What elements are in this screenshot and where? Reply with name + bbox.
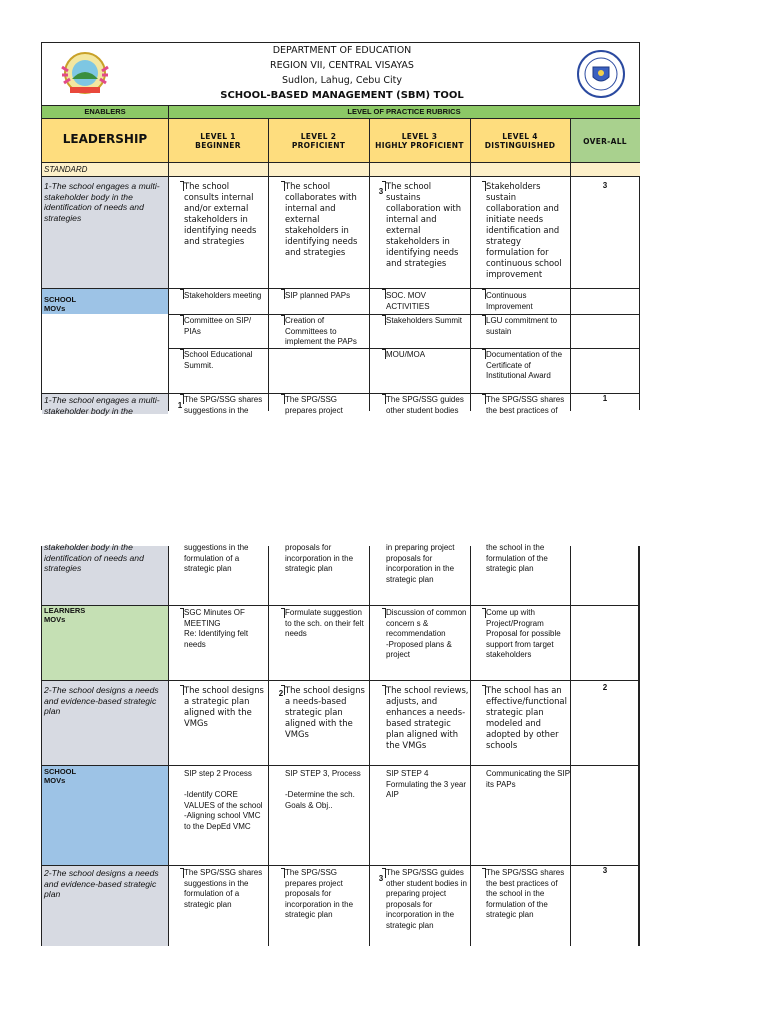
row1-overall: 3 — [602, 181, 608, 190]
movs1-r1-c3: SOC. MOV ACTIVITIES — [386, 291, 430, 311]
school-logo — [54, 49, 116, 97]
row4-standard: 2-The school designs a needs and evidence-based strategic plan — [44, 868, 159, 899]
movs1-r2-c4: LGU commitment to sustain — [486, 316, 558, 336]
overall-header: OVER-ALL — [583, 137, 627, 146]
learners-c2: Formulate suggestion to the sch. on their felt needs — [285, 608, 364, 638]
level4-header: LEVEL 4 DISTINGUISHED — [484, 132, 556, 150]
standard-bar — [42, 163, 640, 176]
row2-level1-bottom: suggestions in the formulation of a strategic plan — [184, 543, 249, 573]
movs1-r1-c1: Stakeholders meeting — [184, 291, 262, 300]
movs1-r3-c4: Documentation of the Certificate of Institutional Award — [486, 350, 563, 380]
movs1-r2-c2: Creation of Committees to implement the PAPs — [285, 316, 357, 346]
row3-standard: 2-The school designs a needs and evidence-based strategic plan — [44, 685, 159, 716]
row1-level3-mark: 3 — [378, 187, 384, 196]
standard-label: STANDARD — [44, 165, 88, 174]
row3-level1: The school designs a strategic plan aligned with the VMGs — [184, 685, 264, 728]
leadership-label: LEADERSHIP — [62, 132, 148, 146]
movs1-r2-c1: Committee on SIP/ PIAs — [184, 316, 252, 336]
row3-level4: The school has an effective/functional strategic plan modeled and adopted by other schools — [486, 685, 567, 750]
row4-level3: The SPG/SSG guides other student bodies in preparing project proposals for incorporation in the strategic plan — [386, 868, 467, 930]
enablers-label: ENABLERS — [84, 107, 126, 116]
row3-level2: The school designs a needs-based strategic plan aligned with the VMGs — [285, 685, 365, 739]
movs1-label: SCHOOL MOVs — [44, 295, 77, 313]
movs2-c2: SIP STEP 3, Process -Determine the sch. Goals & Obj.. — [285, 769, 361, 810]
row4-level1: The SPG/SSG shares suggestions in the formulation of a strategic plan — [184, 868, 263, 909]
row2-level3-top: The SPG/SSG guides other student bodies — [386, 395, 464, 415]
header-block — [162, 43, 522, 103]
row2-level4-bottom: the school in the formulation of the strategic plan — [486, 543, 548, 573]
row4-level3-mark: 3 — [378, 874, 384, 883]
dept-title: DEPARTMENT OF EDUCATION — [272, 45, 412, 56]
school-seal-icon — [54, 49, 116, 97]
region-title: REGION VII, CENTRAL VISAYAS — [270, 60, 414, 71]
row1-level4: Stakeholders sustain collaboration and initiate needs identification and strategy formulation for continuous school improvement — [486, 181, 562, 279]
row2-overall: 1 — [602, 394, 608, 403]
school-location: Sudlon, Lahug, Cebu City — [282, 75, 402, 86]
movs2-label: SCHOOL MOVs — [44, 767, 77, 785]
row3-level2-mark: 2 — [278, 689, 284, 698]
row2-level4-top: The SPG/SSG shares the best practices of — [486, 395, 565, 415]
deped-seal-icon — [576, 49, 626, 99]
row2-level2-bottom: proposals for incorporation in the strategic plan — [285, 543, 354, 573]
learners-c3: Discussion of common concern s & recommendation -Proposed plans & project — [386, 608, 467, 659]
rubrics-label: LEVEL OF PRACTICE RUBRICS — [347, 107, 461, 116]
row4-overall: 3 — [602, 866, 608, 875]
row1-level3: The school sustains collaboration with internal and external stakeholders in identifying needs and strategies — [386, 181, 462, 268]
row4-level4: The SPG/SSG shares the best practices of the school in the formulation of the strategic plan — [486, 868, 565, 919]
row3-level3: The school reviews, adjusts, and enhances a needs-based strategic plan aligned with the VMGs — [386, 685, 469, 750]
row2-standard-top: 1-The school engages a multi-stakeholder body in the — [44, 395, 160, 416]
sbm-tool-title: SCHOOL-BASED MANAGEMENT (SBM) TOOL — [220, 90, 464, 101]
row1-level1: The school consults internal and/or external stakeholders in identifying needs and strategies — [184, 181, 257, 246]
row1-standard: 1-The school engages a multi-stakeholder body in the identification of needs and strategies — [44, 181, 160, 223]
movs1-r1-c2: SIP planned PAPs — [285, 291, 351, 300]
movs1-r3-c1: School Educational Summit. — [184, 350, 253, 370]
learners-c4: Come up with Project/Program Proposal for possible support from target stakeholders — [486, 608, 561, 659]
row2-standard-bottom: stakeholder body in the identification of needs and strategies — [44, 542, 144, 573]
row1-level2: The school collaborates with internal and external stakeholders in identifying needs and strategies — [285, 181, 358, 257]
learners-c1: SGC Minutes OF MEETING Re: Identifying felt needs — [184, 608, 249, 649]
movs1-r2-c3: Stakeholders Summit — [386, 316, 463, 325]
movs1-r3-c3: MOU/MOA — [386, 350, 426, 359]
level2-header: LEVEL 2 PROFICIENT — [291, 132, 346, 150]
row2-level1-top: The SPG/SSG shares suggestions in the — [184, 395, 263, 415]
row2-level1-mark: 1 — [177, 401, 183, 410]
row2-level3-bottom: in preparing project proposals for incorporation in the strategic plan — [386, 543, 455, 584]
row2-level2-top: The SPG/SSG prepares project — [285, 395, 343, 415]
movs1-r1-c4: Continuous Improvement — [486, 291, 533, 311]
movs2-c1: SIP step 2 Process -Identify CORE VALUES of the school -Aligning school VMC to the DepEd VMC — [184, 769, 263, 831]
deped-logo — [576, 49, 626, 99]
movs2-c4: Communicating the SIP its PAPs — [486, 769, 570, 789]
learners-label: LEARNERS MOVs — [44, 606, 86, 624]
sheet-page-2 — [41, 542, 640, 946]
row4-level2: The SPG/SSG prepares project proposals for incorporation in the strategic plan — [285, 868, 354, 919]
level1-header: LEVEL 1 BEGINNER — [195, 132, 241, 150]
level3-header: LEVEL 3 HIGHLY PROFICIENT — [375, 132, 464, 150]
movs2-c3: SIP STEP 4 Formulating the 3 year AIP — [386, 769, 467, 799]
row3-overall: 2 — [602, 683, 608, 692]
sheet-page-1 — [41, 42, 640, 416]
